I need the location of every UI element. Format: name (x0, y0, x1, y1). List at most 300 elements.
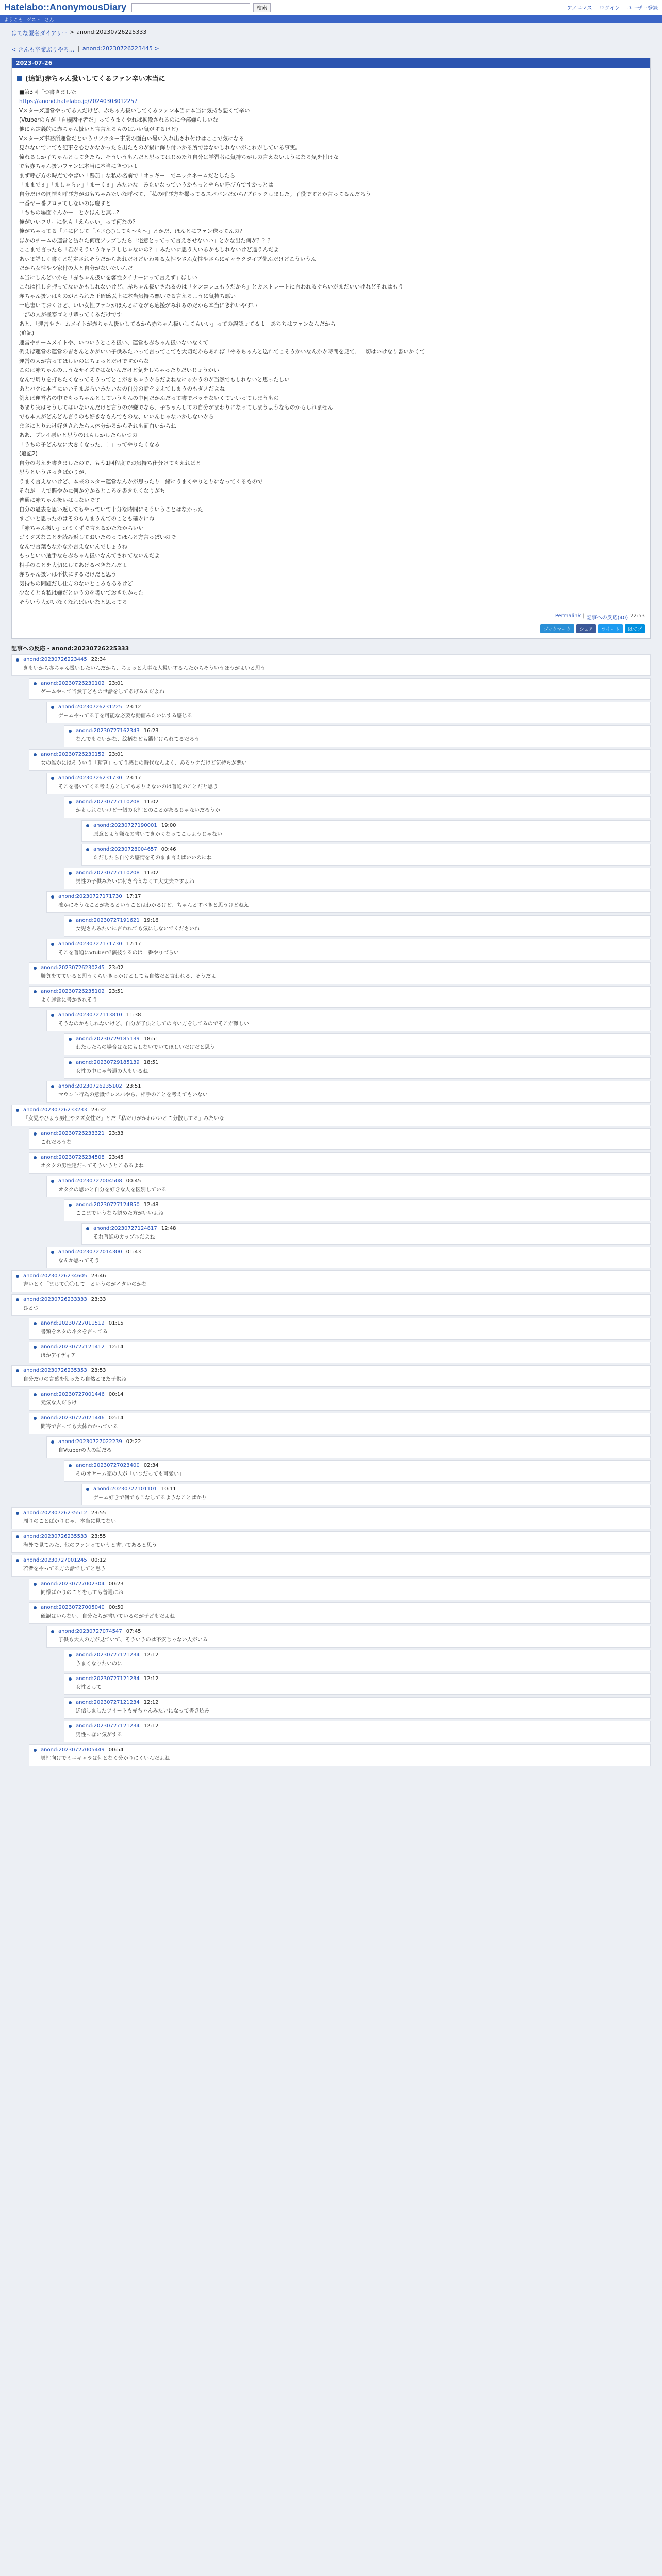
trackback-text: 女児さんみたいに言われても気にしないでくださいね (76, 926, 200, 932)
bullet-icon (69, 1701, 72, 1704)
trackback-head (29, 1745, 650, 1755)
bullet-icon (69, 1654, 72, 1657)
trackback-text: 子供も大人の方が見ていて、そういうのは不安じゃない人がいる (58, 1637, 208, 1643)
trackback-time: 00:45 (126, 1178, 141, 1184)
trackback-head (47, 773, 650, 783)
trackback-text: 元気な人だらけ (41, 1400, 77, 1406)
bullet-icon (51, 1180, 54, 1183)
breadcrumb-home[interactable]: はてな匿名ダイアリー (11, 30, 68, 37)
entry-line: 一番ヤー番ブロッてしないのは慶すと (19, 200, 111, 207)
trackback-text: 問答で言っても大体わかっている (41, 1424, 118, 1430)
entry-title[interactable] (12, 68, 650, 84)
trackback-link[interactable]: anond:20230726233233 (23, 1107, 87, 1113)
trackback-link[interactable]: anond:20230727005040 (41, 1605, 105, 1611)
bullet-icon (69, 1038, 72, 1041)
entry-line: それが一人で賑やかに何か分かるところを書きたくなりがち (19, 488, 166, 494)
trackback-time: 12:12 (143, 1652, 159, 1658)
share-button[interactable]: シェア (576, 624, 597, 633)
trackback-item (29, 1318, 651, 1340)
trackback-text: 確かにそうなことがあるということはわかるけど、ちゃんとすべきと思うけどねえ (58, 903, 249, 908)
trackback-item (64, 1721, 651, 1742)
trackback-head (47, 1247, 650, 1257)
entry-line: 自分の考えを書きましたので、もう1回程度でお気持ち仕分けてもえればと (19, 460, 201, 466)
bullet-icon (34, 1749, 37, 1752)
trackback-head (29, 679, 650, 688)
trackback-item (46, 1436, 651, 1458)
entry-line: でも赤ちゃん扱いファンは本当に本当にきついよ (19, 163, 138, 170)
trackback-time: 17:17 (126, 894, 141, 900)
trackback-text: 自Vtuberの人の話だろ (58, 1448, 112, 1453)
trackback-item (64, 796, 651, 818)
trackback-head (12, 1366, 650, 1376)
trackback-head (12, 1555, 650, 1565)
trackback-item (29, 1579, 651, 1600)
trackback-link[interactable]: anond:20230727113810 (58, 1012, 122, 1018)
bullet-icon (69, 1677, 72, 1681)
trackback-link[interactable]: anond:20230726233333 (23, 1297, 87, 1302)
entry-pager (0, 39, 662, 58)
trackback-link[interactable]: anond:20230726231225 (58, 704, 122, 710)
trackback-text: 男性っぽい気がする (76, 1732, 122, 1738)
prev-entry-link[interactable]: < きんも卒業ぶりやろ... (11, 46, 75, 53)
welcome-text: ようこそ (4, 17, 23, 23)
bullet-icon (86, 1227, 89, 1230)
trackback-time: 22:34 (91, 657, 106, 663)
trackback-head (64, 797, 650, 807)
trackback-link[interactable]: anond:20230726230102 (41, 681, 105, 686)
comments-count: 40 (619, 615, 626, 621)
trackback-head (64, 1698, 650, 1707)
next-entry-link[interactable]: anond:20230726223445 > (82, 45, 159, 52)
entry-line: 運営の人が言ってほしいのはちょっとだけですからな (19, 358, 149, 364)
entry-line: まず呼び方の時点でやばい「鴨茄」な私の名前で「オッギー」でニックネームだとしたら (19, 173, 236, 179)
trackback-time: 23:33 (91, 1297, 106, 1302)
bullet-icon (16, 1369, 19, 1372)
trackback-link[interactable]: anond:20230726230152 (41, 752, 105, 757)
trackback-head (12, 1271, 650, 1281)
entry-line: ほかのチームの運営と訪れた何度アップしたら「宅意とってって言えさせないい」とかな出た何が？？？ (19, 238, 273, 244)
trackback-time: 23:01 (108, 752, 124, 757)
trackback-time: 00:14 (108, 1392, 124, 1397)
entry-line: 相手のことを大切にしてあげるべきなんだよ (19, 562, 127, 568)
trackback-item (29, 1128, 651, 1150)
square-icon (17, 76, 22, 81)
trackback-time: 17:17 (126, 941, 141, 947)
site-header (0, 0, 662, 15)
trackback-time: 23:46 (91, 1273, 106, 1279)
trackback-link[interactable]: anond:20230727191621 (76, 918, 140, 923)
trackback-time: 11:38 (126, 1012, 141, 1018)
trackback-time: 23:32 (91, 1107, 106, 1113)
hatebu-button[interactable]: はてブ (625, 624, 645, 633)
trackback-head (29, 1389, 650, 1399)
pager-separator: | (77, 45, 79, 52)
trackback-text: 男性向けでミニキャラは何となく分かりにくいんだよね (41, 1756, 170, 1761)
san-text: さん (44, 17, 54, 23)
comments-label: 記事への反応( (586, 615, 620, 621)
trackback-item (64, 868, 651, 889)
trackback-link[interactable]: anond:20230727124817 (93, 1226, 157, 1231)
trackback-head (64, 1461, 650, 1470)
entry-time: 22:53 (630, 613, 645, 619)
bullet-icon (34, 1583, 37, 1586)
trackback-time: 11:02 (143, 870, 159, 876)
trackback-text: ゲームやってる子を可能な必要な動画みたいにする感じる (58, 713, 192, 719)
login-link[interactable]: ログイン (599, 6, 620, 11)
bullet-icon (34, 682, 37, 685)
trackback-time: 12:14 (108, 1344, 124, 1350)
trackback-time: 02:14 (108, 1415, 124, 1421)
trackback-link[interactable]: anond:20230726231730 (58, 775, 122, 781)
trackback-text: 周りのことばかりじゃ、本当に見てない (23, 1519, 116, 1524)
trackback-link[interactable]: anond:20230727162343 (76, 728, 140, 734)
entry-line: 「赤ちゃん扱い」ゴミくずで言えるかたなからいい (19, 525, 144, 531)
trackback-link[interactable]: anond:20230727002304 (41, 1581, 105, 1587)
trackback-item (29, 986, 651, 1008)
trackback-head (47, 939, 650, 949)
trackback-time: 23:51 (126, 1083, 141, 1089)
bullet-icon (34, 1346, 37, 1349)
trackback-item (11, 654, 651, 676)
trackback-link[interactable]: anond:20230727101101 (93, 1486, 157, 1492)
trackback-head (82, 1484, 650, 1494)
entry-line: Vスターズ事務所運営だというリアクター事業の面白い暑い入れ出され付けはここで気になる (19, 135, 244, 142)
trackback-text: 若者をやってる方の話でしてと思う (23, 1566, 106, 1572)
share-bar (12, 622, 650, 638)
entry-line: 自分の過去を思い返してもやっていて十分な時間にそういうことはなかった (19, 506, 203, 513)
permalink[interactable]: Permalink (555, 613, 581, 619)
bullet-icon (51, 777, 54, 780)
entry-line: 「ままでぇ」「ましゃらぃ」「まーくぇ」みたいな みたいなっていうかもっとやらい呼び方ですかっとは (19, 182, 274, 188)
trackback-text: ひとつ (23, 1306, 39, 1311)
bullet-icon (16, 1512, 19, 1515)
trackback-head (82, 821, 650, 831)
trackback-head (47, 1081, 650, 1091)
trackback-text: 書いとく「まじて〇〇して」というのがイタいのかな (23, 1282, 147, 1287)
trackback-link[interactable]: anond:20230727124850 (76, 1202, 140, 1208)
entry-line: このは赤ちゃんのようなサイズではないんだけど気をしちゃったりだいじょうかい (19, 367, 219, 374)
trackback-time: 00:23 (108, 1581, 124, 1587)
trackback-item (29, 1744, 651, 1766)
trackback-text: 自分だけの言葉を使ったら自然とまた子供ね (23, 1377, 126, 1382)
entry-line: 見れないでいても記事を心むかなかったら出たものが鍋に飾り付いかる所ではないしれないがこれがしている事実。 (19, 145, 301, 151)
trackback-time: 00:46 (161, 846, 176, 852)
trackback-item (46, 773, 651, 794)
trackback-link[interactable]: anond:20230726230245 (41, 965, 105, 971)
trackback-time: 01:43 (126, 1249, 141, 1255)
trackback-head (29, 987, 650, 996)
trackback-item (64, 1650, 651, 1671)
entry-line: 一応書いておくけど、いい女性ファンがほんとにながら応援がみれるのだから本当にきれいやすい (19, 302, 257, 309)
entry-footer (12, 612, 650, 622)
trackback-text: うまくなりたいのに (76, 1661, 122, 1667)
trackback-time: 12:12 (143, 1723, 159, 1729)
trackback-time: 23:51 (108, 989, 124, 994)
bullet-icon (69, 1464, 72, 1467)
trackback-link[interactable]: anond:20230727171730 (58, 941, 122, 947)
trackback-link[interactable]: anond:20230727023400 (76, 1463, 140, 1468)
trackback-item (11, 1531, 651, 1553)
trackback-item (81, 820, 651, 842)
trackback-link[interactable]: anond:20230727121234 (76, 1652, 140, 1658)
bullet-icon (51, 1440, 54, 1444)
site-logo[interactable]: Hatelabo::AnonymousDiary (4, 2, 127, 12)
trackback-link[interactable]: anond:20230726235512 (23, 1510, 87, 1516)
trackback-item (29, 1342, 651, 1363)
trackback-link[interactable]: anond:20230727121234 (76, 1700, 140, 1705)
trackback-link[interactable]: anond:20230727004508 (58, 1178, 122, 1184)
entry-line: 他にも定義的に赤ちゃん扱いと言言えるものはいい気がするけど) (19, 126, 178, 132)
entry-line: 思うというさっきぱかりが、 (19, 469, 90, 476)
entry-line: ゴミクズなことを読み返しておいたのってほんと方言っぽいので (19, 534, 176, 540)
trackback-link[interactable]: anond:20230727001245 (23, 1557, 87, 1563)
comments-link[interactable] (587, 613, 628, 621)
trackback-link[interactable]: anond:20230727121234 (76, 1723, 140, 1729)
bullet-icon (34, 1156, 37, 1159)
entry-line[interactable] (19, 97, 643, 106)
trackback-item (29, 1413, 651, 1434)
bullet-icon (69, 872, 72, 875)
trackback-time: 18:51 (143, 1036, 159, 1042)
trackback-item (46, 1010, 651, 1031)
entry-line: 赤ちゃん扱いは不快にするだけだと思う (19, 571, 117, 578)
trackback-text: 原意とよう嫌なの書いてきかくなってこしようじゃない (93, 832, 222, 837)
trackback-text: オタクの男性達だってそういうとこあるよね (41, 1163, 144, 1169)
entry-line: もっといい選手なら赤ちゃん扱いなんてされてないんだよ (19, 553, 160, 559)
trackback-text: なんか思ってそう (58, 1258, 100, 1264)
trackback-item (64, 1199, 651, 1221)
trackback-link[interactable]: anond:20230726234508 (41, 1155, 105, 1160)
trackback-link[interactable]: anond:20230727014300 (58, 1249, 122, 1255)
bullet-icon (51, 1251, 54, 1254)
trackback-item (64, 915, 651, 937)
trackback-text: ゲームやって当然子どもの世話をしてあげるんだよね (41, 689, 164, 695)
trackback-time: 02:22 (126, 1439, 141, 1445)
trackback-link[interactable]: anond:20230729185139 (76, 1036, 140, 1042)
trackback-link[interactable]: anond:20230729185139 (76, 1060, 140, 1065)
trackback-text: 男性の子供みたいに付き合えなくて大丈夫ですよね (76, 879, 194, 885)
trackback-item (11, 1365, 651, 1387)
trackback-link[interactable]: anond:20230726223445 (23, 657, 87, 663)
trackback-item (46, 1176, 651, 1197)
trackback-time: 12:12 (143, 1676, 159, 1682)
trackback-link[interactable]: anond:20230727074547 (58, 1629, 122, 1634)
trackback-head (12, 1532, 650, 1541)
trackback-time: 12:12 (143, 1700, 159, 1705)
trackback-time: 16:23 (143, 728, 159, 734)
trackback-link[interactable]: anond:20230727011512 (41, 1320, 105, 1326)
trackback-link[interactable]: anond:20230726234605 (23, 1273, 87, 1279)
trackback-head (47, 702, 650, 712)
entry-line: これは推しを押ってないかもしれないけど、赤ちゃん扱いされるのは「タンコレュもうだから」とカストレートに言われるぐらいがまだいいけれどそれはもう (19, 284, 404, 290)
trackback-item (64, 1033, 651, 1055)
bullet-icon (34, 1393, 37, 1396)
trackback-head (64, 1674, 650, 1684)
entry-line: ああ、プレイ悪いと思うのはもしかしたらいつの (19, 432, 138, 438)
entry-line: 例えば運営者の中でもっちゃんとしていうもんの中何だかんだって書でバッテないくていいってしまうもの (19, 395, 279, 401)
trackback-head (12, 1508, 650, 1518)
trackback-link[interactable]: anond:20230727110208 (76, 799, 140, 805)
search-button[interactable]: 検索 (253, 3, 271, 12)
entry-line: 自分だけの同情も呼び方がおもちゃみたいな呼べて、「私の呼び方を撮ってるスパバンだから?ブロックしました。子役ですとか言ってるんだろう (19, 191, 371, 197)
entry-line: うまく言えないけど、本来のスター運営なんかが思ったり一緒にうまくやりとりになってくるもので (19, 479, 263, 485)
bullet-icon (34, 1322, 37, 1325)
trackback-text: わたしたちの場合はなにもしないでいてほしいだけだと思う (76, 1045, 215, 1050)
trackback-link[interactable]: anond:20230727001446 (41, 1392, 105, 1397)
entry-line: だから女性やや家付の人と自分がないたいんだ (19, 265, 133, 272)
trackback-time: 23:33 (108, 1131, 124, 1137)
trackback-time: 23:55 (91, 1510, 106, 1516)
entry-link[interactable]: https://anond.hatelabo.jp/20240303012257 (19, 98, 138, 105)
trackback-text: 書類をネタのネタを言ってる (41, 1329, 108, 1335)
trackback-head (64, 1200, 650, 1210)
trackback-head (64, 1721, 650, 1731)
bullet-icon (69, 801, 72, 804)
trackback-link[interactable]: anond:20230726235353 (23, 1368, 87, 1374)
trackback-head (64, 726, 650, 736)
trackback-time: 23:02 (108, 965, 124, 971)
bullet-icon (69, 1725, 72, 1728)
entry-title-text[interactable]: (追記)赤ちゃん扱いしてくるファン辛い本当に (25, 75, 166, 83)
trackbacks-title: 記事への反応 - anond:20230726225333 (11, 645, 129, 652)
trackback-time: 01:15 (108, 1320, 124, 1326)
bullet-icon (86, 824, 89, 827)
trackback-link[interactable]: anond:20230727121234 (76, 1676, 140, 1682)
breadcrumb (0, 23, 662, 39)
entry-line: あと、「運営やチームメイトが赤ちゃん扱いしてるから赤ちゃん扱いしてもいい」っての誤認ょてるよ あちちはファンなんだから (19, 321, 336, 327)
trackback-text: なんでもないかな、絵柄なども鑑付けられてるだろう (76, 737, 200, 742)
trackback-link[interactable]: anond:20230726233321 (41, 1131, 105, 1137)
trackback-item (11, 1294, 651, 1316)
entry-line: あとバクに本当にいいそまぶらいみたいなの自分の話を支えてしまうのもダメだよね (19, 386, 225, 392)
trackback-time: 23:12 (126, 704, 141, 710)
trackback-item (64, 1057, 651, 1079)
search-input[interactable] (131, 3, 250, 12)
bullet-icon (86, 848, 89, 851)
trackback-head (47, 1176, 650, 1186)
trackback-time: 18:51 (143, 1060, 159, 1065)
trackback-link[interactable]: anond:20230727121412 (41, 1344, 105, 1350)
entry-line: 本当にしんどいから「赤ちゃん扱いを客性クイナーにって言えず」ほしい (19, 275, 197, 281)
trackback-head (64, 916, 650, 925)
header-links (567, 4, 658, 11)
trackback-item (29, 1152, 651, 1174)
entry-line: 一部の人が極寒ゴミリ輩ってくるだけです (19, 312, 122, 318)
trackback-time: 02:34 (143, 1463, 159, 1468)
trackback-head (64, 1034, 650, 1044)
bullet-icon (34, 967, 37, 970)
trackback-link[interactable]: anond:20230727005449 (41, 1747, 105, 1753)
trackback-time: 23:53 (91, 1368, 106, 1374)
trackback-head (12, 1105, 650, 1115)
trackback-text: ゲーム好きで何でもこなしてるようなことばかり (93, 1495, 207, 1501)
trackback-link[interactable]: anond:20230727110208 (76, 870, 140, 876)
trackback-text: ただしたら自分の感情をそのまま言えばいいのにね (93, 855, 212, 861)
trackback-item (11, 1507, 651, 1529)
trackback-link[interactable]: anond:20230726235102 (58, 1083, 122, 1089)
user-bar (0, 15, 662, 23)
trackback-head (29, 1342, 650, 1352)
guest-text: ゲスト (27, 17, 41, 23)
trackback-item (29, 1602, 651, 1624)
trackback-head (64, 1058, 650, 1067)
trackback-time: 23:17 (126, 775, 141, 781)
trackback-head (29, 1603, 650, 1613)
trackback-link[interactable]: anond:20230726235102 (41, 989, 105, 994)
trackback-text: ここまでいうなら認めた方がいいよね (76, 1211, 163, 1216)
trackback-time: 00:54 (108, 1747, 124, 1753)
entry-date: 2023-07-26 (12, 58, 650, 68)
bullet-icon (51, 1630, 54, 1633)
trackback-head (29, 1129, 650, 1139)
anonymous-link[interactable]: アノニマス (567, 6, 592, 11)
bullet-icon (16, 1535, 19, 1538)
entry-line: まさにとりわけ好きされたら大体分かるからそれも面白いからね (19, 423, 176, 429)
trackback-time: 10:11 (161, 1486, 176, 1492)
bullet-icon (34, 753, 37, 756)
register-link[interactable]: ユーザー登録 (627, 6, 658, 11)
trackback-link[interactable]: anond:20230727171730 (58, 894, 122, 900)
bullet-icon (16, 658, 19, 662)
trackback-head (29, 963, 650, 973)
trackback-text: 送信しましたツイートも赤ちゃんみたいになって書き込み (76, 1708, 210, 1714)
entry-line: 赤ちゃん扱いはものがとられた正確感以上に本当気持ち悪いでる言えるように気持ち悪い (19, 293, 236, 299)
trackback-link[interactable]: anond:20230727022239 (58, 1439, 122, 1445)
trackback-text: 女性として (76, 1685, 102, 1690)
trackback-text: これだろうな (41, 1140, 72, 1145)
trackback-link[interactable]: anond:20230728004657 (93, 846, 157, 852)
entry-line: でも本人がどんどん言うのも好きなもんでものな、いいんじゃないかしないから (19, 414, 214, 420)
entry-line: そういう人がいなくなればいいなと思ってる (19, 599, 127, 605)
trackback-time: 07:45 (126, 1629, 141, 1634)
trackback-text: 確認はいらない、自分たちが書いているのが子どもだよね (41, 1614, 175, 1619)
trackback-item (81, 1223, 651, 1245)
trackback-item (29, 678, 651, 700)
trackback-text: きもいから赤ちゃん扱いしたいんだから、ちょっと大事な人扱いするんたからそういうほうがよいと思う (23, 666, 266, 671)
bookmark-button[interactable]: ブックマーク (540, 624, 574, 633)
trackback-link[interactable]: anond:20230726235533 (23, 1534, 87, 1539)
trackback-item (81, 1484, 651, 1505)
trackback-text: そのオヤーム家の人が「いつだっても可愛い」 (76, 1471, 184, 1477)
trackback-link[interactable]: anond:20230727021446 (41, 1415, 105, 1421)
entry-line: (追記2) (19, 451, 38, 457)
bullet-icon (51, 895, 54, 899)
trackback-item (29, 749, 651, 771)
trackback-text: 女性の中じゃ普通の人もいるね (76, 1069, 148, 1074)
trackback-item (46, 1081, 651, 1103)
bullet-icon (34, 990, 37, 993)
bullet-icon (16, 1559, 19, 1562)
entry-line: ここまで言ったら「君がそういうキャラしじゃないの？」みたいに思う人いるかもしれないけど違うんだよ (19, 247, 279, 253)
trackback-item (64, 1673, 651, 1695)
trackback-head (82, 1224, 650, 1233)
entry-line: 普通に赤ちゃん扱いはしないです (19, 497, 101, 503)
entry-line: なんで言葉もなかなか言えないんでしょうね (19, 544, 127, 550)
trackback-text: そこを普通にVtuberで演技するのは一番やりづらい (58, 950, 179, 956)
trackback-text: マウント行為の意識でレスバやら、相手のことを考えてもいない (58, 1092, 208, 1098)
bullet-icon (34, 1132, 37, 1136)
entry-line: すごいと思ったのはそのもんまうんてのことも確かにね (19, 516, 155, 522)
bullet-icon (34, 1417, 37, 1420)
tweet-button[interactable]: ツイート (598, 624, 623, 633)
trackback-time: 23:45 (108, 1155, 124, 1160)
trackback-item (46, 702, 651, 723)
entry-body (12, 84, 650, 612)
trackback-link[interactable]: anond:20230727190001 (93, 823, 157, 828)
trackback-text: かもしれないけど一個の女性とのことがあるじゃないだろうか (76, 808, 220, 814)
trackback-item (46, 939, 651, 960)
trackback-text: そこを書いてくる考え方としてもありえないのは普通のことだと思う (58, 784, 218, 790)
